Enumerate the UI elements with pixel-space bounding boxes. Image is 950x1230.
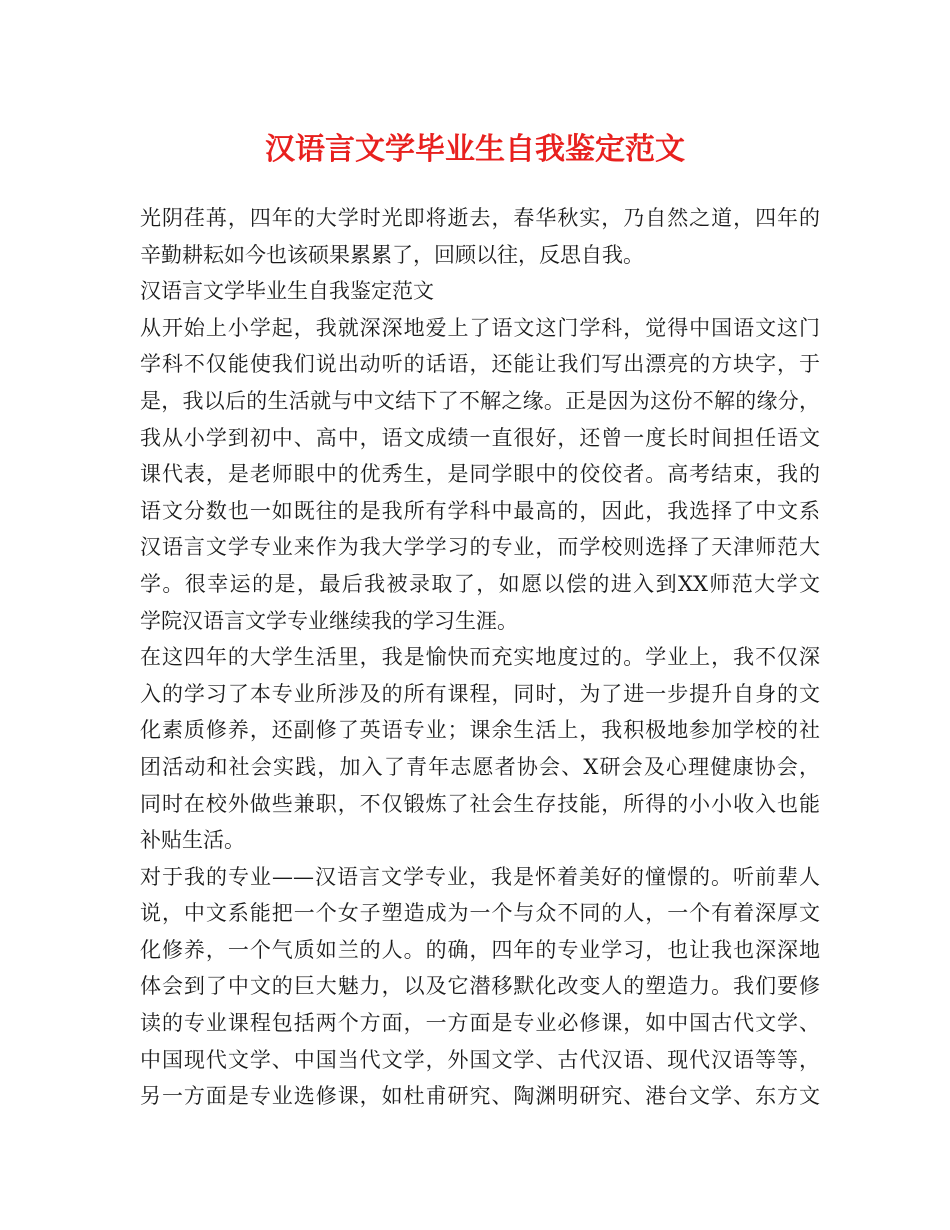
- text-line: 汉语言文学专业来作为我大学学习的专业，而学校则选择了天津师范大: [140, 535, 820, 560]
- section-heading: 汉语言文学毕业生自我鉴定范文: [140, 279, 434, 304]
- text-line: 入的学习了本专业所涉及的所有课程，同时，为了进一步提升自身的文: [140, 681, 820, 706]
- text-line: 学。很幸运的是，最后我被录取了，如愿以偿的进入到XX师范大学文: [140, 571, 820, 596]
- text-line: 补贴生活。: [140, 828, 245, 853]
- text-line: 是，我以后的生活就与中文结下了不解之缘。正是因为这份不解的缘分，: [140, 388, 820, 413]
- text-line: 团活动和社会实践，加入了青年志愿者协会、X研会及心理健康协会，: [140, 754, 820, 779]
- text-line: 语文分数也一如既往的是我所有学科中最高的，因此，我选择了中文系: [140, 498, 820, 523]
- text-line: 同时在校外做些兼职，不仅锻炼了社会生存技能，所得的小小收入也能: [140, 791, 820, 816]
- text-line: 对于我的专业——汉语言文学专业，我是怀着美好的憧憬的。听前辈人: [140, 864, 820, 889]
- text-line: 化修养，一个气质如兰的人。的确，四年的专业学习，也让我也深深地: [140, 937, 820, 962]
- text-line: 学院汉语言文学专业继续我的学习生涯。: [140, 608, 518, 633]
- text-line: 我从小学到初中、高中，语文成绩一直很好，还曾一度长时间担任语文: [140, 425, 820, 450]
- text-line: 说，中文系能把一个女子塑造成为一个与众不同的人，一个有着深厚文: [140, 901, 820, 926]
- document-body: [140, 200, 820, 1115]
- text-line: 光阴荏苒，四年的大学时光即将逝去，春华秋实，乃自然之道，四年的: [140, 206, 820, 230]
- text-line: 化素质修养，还副修了英语专业；课余生活上，我积极地参加学校的社: [140, 718, 820, 743]
- text-line: 读的专业课程包括两个方面，一方面是专业必修课，如中国古代文学、: [140, 1011, 820, 1036]
- text-line: 课代表，是老师眼中的优秀生，是同学眼中的佼佼者。高考结束，我的: [140, 462, 820, 487]
- text-line: 另一方面是专业选修课，如杜甫研究、陶渊明研究、港台文学、东方文: [140, 1084, 820, 1109]
- text-line: 学科不仅能使我们说出动听的话语，还能让我们写出漂亮的方块字，于: [140, 352, 820, 377]
- text-line: 体会到了中文的巨大魅力，以及它潜移默化改变人的塑造力。我们要修: [140, 974, 820, 999]
- text-line: 中国现代文学、中国当代文学，外国文学、古代汉语、现代汉语等等，: [140, 1047, 820, 1072]
- document-title: 汉语言文学毕业生自我鉴定范文: [265, 132, 685, 167]
- text-line: 从开始上小学起，我就深深地爱上了语文这门学科，觉得中国语文这门: [140, 315, 820, 340]
- text-line: 辛勤耕耘如今也该硕果累累了，回顾以往，反思自我。: [140, 242, 644, 267]
- text-line: 在这四年的大学生活里，我是愉快而充实地度过的。学业上，我不仅深: [140, 645, 820, 670]
